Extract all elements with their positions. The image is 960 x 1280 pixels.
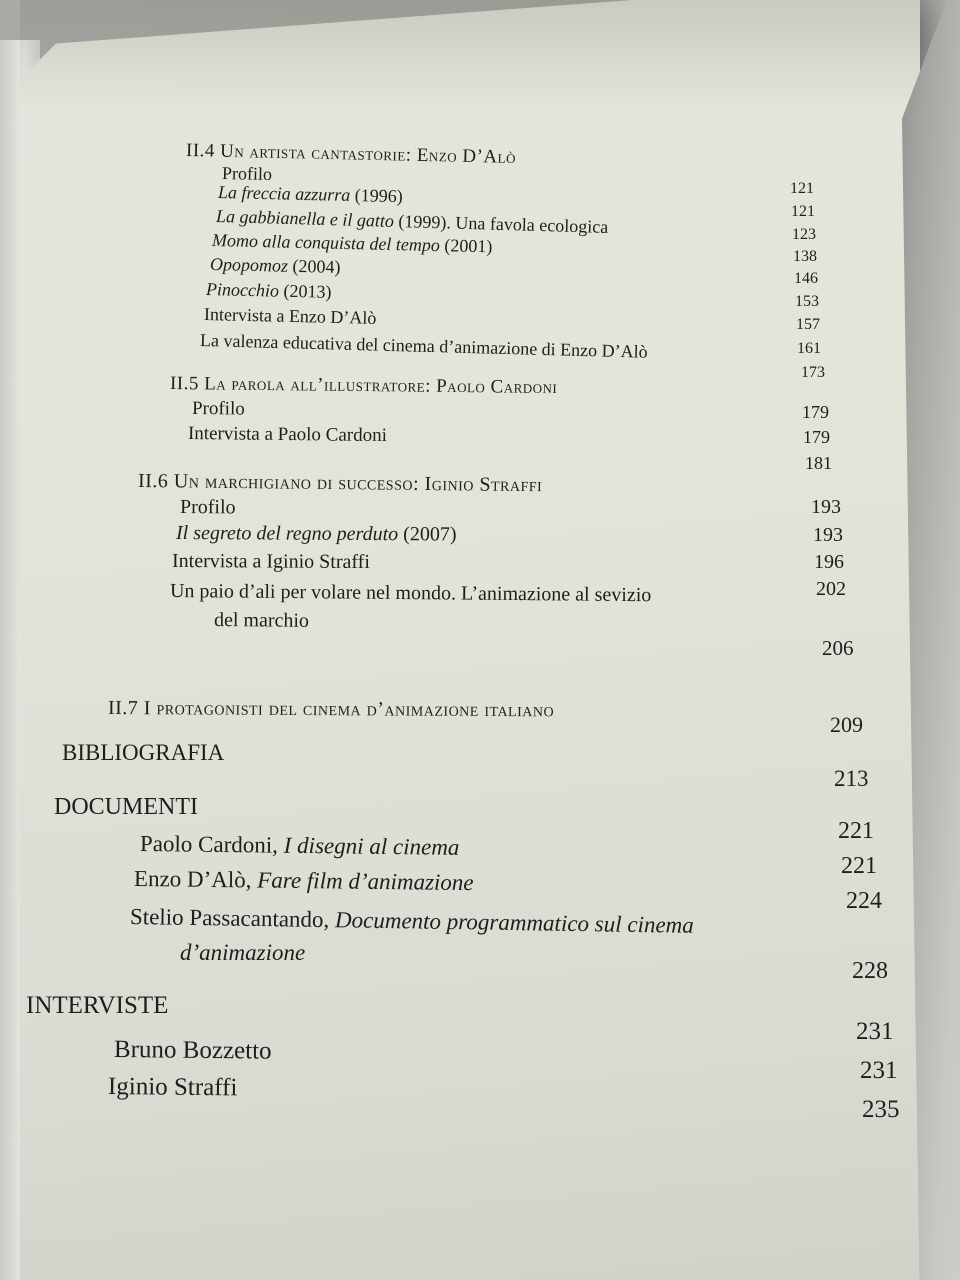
page-number: 138 xyxy=(793,248,817,265)
toc-entry-paio-ali: Un paio d’ali per volare nel mondo. L’animazione al sevizio xyxy=(169,580,652,607)
page-number: 202 xyxy=(816,578,846,600)
page-number: 146 xyxy=(794,270,818,287)
entry-year: (2001) xyxy=(444,235,493,257)
entry-year: (2007) xyxy=(403,523,457,546)
page-number: 206 xyxy=(822,636,854,660)
page-number: 231 xyxy=(860,1057,898,1084)
entry-title: Documento programmatico sul cinema xyxy=(334,907,694,938)
entry-year: (2004) xyxy=(292,255,341,277)
toc-entry-dalo-fare-film xyxy=(134,866,474,896)
page-number: 161 xyxy=(797,340,821,357)
toc-entry-straffi: Iginio Straffi xyxy=(107,1073,238,1102)
section-heading-ii4: II.4 Un artista cantastorie: Enzo D’Alò xyxy=(185,140,517,168)
toc-entry-passacantando-cont: d’animazione xyxy=(180,940,306,965)
entry-title: Il segreto del regno perduto xyxy=(175,522,399,546)
page-number: 121 xyxy=(791,203,815,220)
entry-title: I disegni al cinema xyxy=(283,832,460,860)
entry-title: La gabbianella e il gatto xyxy=(215,206,395,231)
page-number: 231 xyxy=(856,1018,894,1045)
toc-entry-profilo: Profilo xyxy=(179,496,236,519)
toc-entry-pinocchio xyxy=(206,279,332,303)
documenti-heading: DOCUMENTI xyxy=(54,794,198,820)
entry-author: Enzo D’Alò, xyxy=(133,866,252,893)
section-heading-ii7: II.7 I protagonisti del cinema d’animazione italiano xyxy=(107,697,555,722)
toc-entry-opopomoz xyxy=(210,254,341,278)
bibliografia-heading: BIBLIOGRAFIA xyxy=(62,740,225,765)
toc-entry-valenza-educativa: La valenza educativa del cinema d’animazione di Enzo D’Alò xyxy=(199,330,648,362)
page-number: 173 xyxy=(801,364,825,381)
entry-title: Momo alla conquista del tempo xyxy=(211,230,441,256)
section-heading-ii6: II.6 Un marchigiano di successo: Iginio Straffi xyxy=(137,470,543,497)
page-number: 121 xyxy=(790,180,814,197)
toc-entry-profilo: Profilo xyxy=(221,163,273,185)
entry-title: Pinocchio xyxy=(205,279,280,301)
toc-entry-intervista-cardoni: Intervista a Paolo Cardoni xyxy=(187,423,388,447)
page-number: 196 xyxy=(814,551,844,573)
page-number: 179 xyxy=(802,402,829,422)
toc-entry-profilo: Profilo xyxy=(191,398,245,420)
page-number: 123 xyxy=(792,226,816,243)
toc-entry-intervista-straffi: Intervista a Iginio Straffi xyxy=(171,550,370,574)
toc-entry-paio-ali-cont: del marchio xyxy=(213,609,310,632)
page-number: 157 xyxy=(796,316,820,333)
toc-entry-segreto-regno xyxy=(176,522,457,546)
entry-subtitle: (1999). Una favola ecologica xyxy=(398,211,609,237)
page-number: 153 xyxy=(795,293,819,310)
entry-title: Fare film d’animazione xyxy=(257,867,474,896)
entry-author: Paolo Cardoni, xyxy=(139,831,279,858)
interviste-heading: INTERVISTE xyxy=(26,992,169,1019)
entry-year: (2013) xyxy=(283,280,332,302)
page-number: 193 xyxy=(811,496,841,518)
toc-entry-cardoni-disegni xyxy=(140,831,460,861)
page-number: 228 xyxy=(852,958,888,984)
page-number: 213 xyxy=(834,766,869,791)
page-number: 224 xyxy=(846,888,882,914)
page-number: 221 xyxy=(838,818,874,844)
page-number: 209 xyxy=(830,712,863,737)
toc-entry-bozzetto: Bruno Bozzetto xyxy=(113,1036,272,1065)
page-number: 193 xyxy=(813,524,843,546)
entry-author: Stelio Passacantando, xyxy=(129,904,330,933)
entry-title: La freccia azzurra xyxy=(217,182,351,206)
page-number: 221 xyxy=(841,853,877,879)
page-number: 181 xyxy=(805,453,832,473)
toc-entry-freccia-azzurra xyxy=(218,182,403,207)
entry-title: Opopomoz xyxy=(209,254,289,276)
entry-year: (1996) xyxy=(354,185,404,207)
section-heading-ii5: II.5 La parola all’illustratore: Paolo Cardoni xyxy=(169,373,558,399)
page-number: 235 xyxy=(862,1096,900,1123)
page-number: 179 xyxy=(803,427,830,447)
toc-entry-intervista-dalo: Intervista a Enzo D’Alò xyxy=(203,304,377,328)
